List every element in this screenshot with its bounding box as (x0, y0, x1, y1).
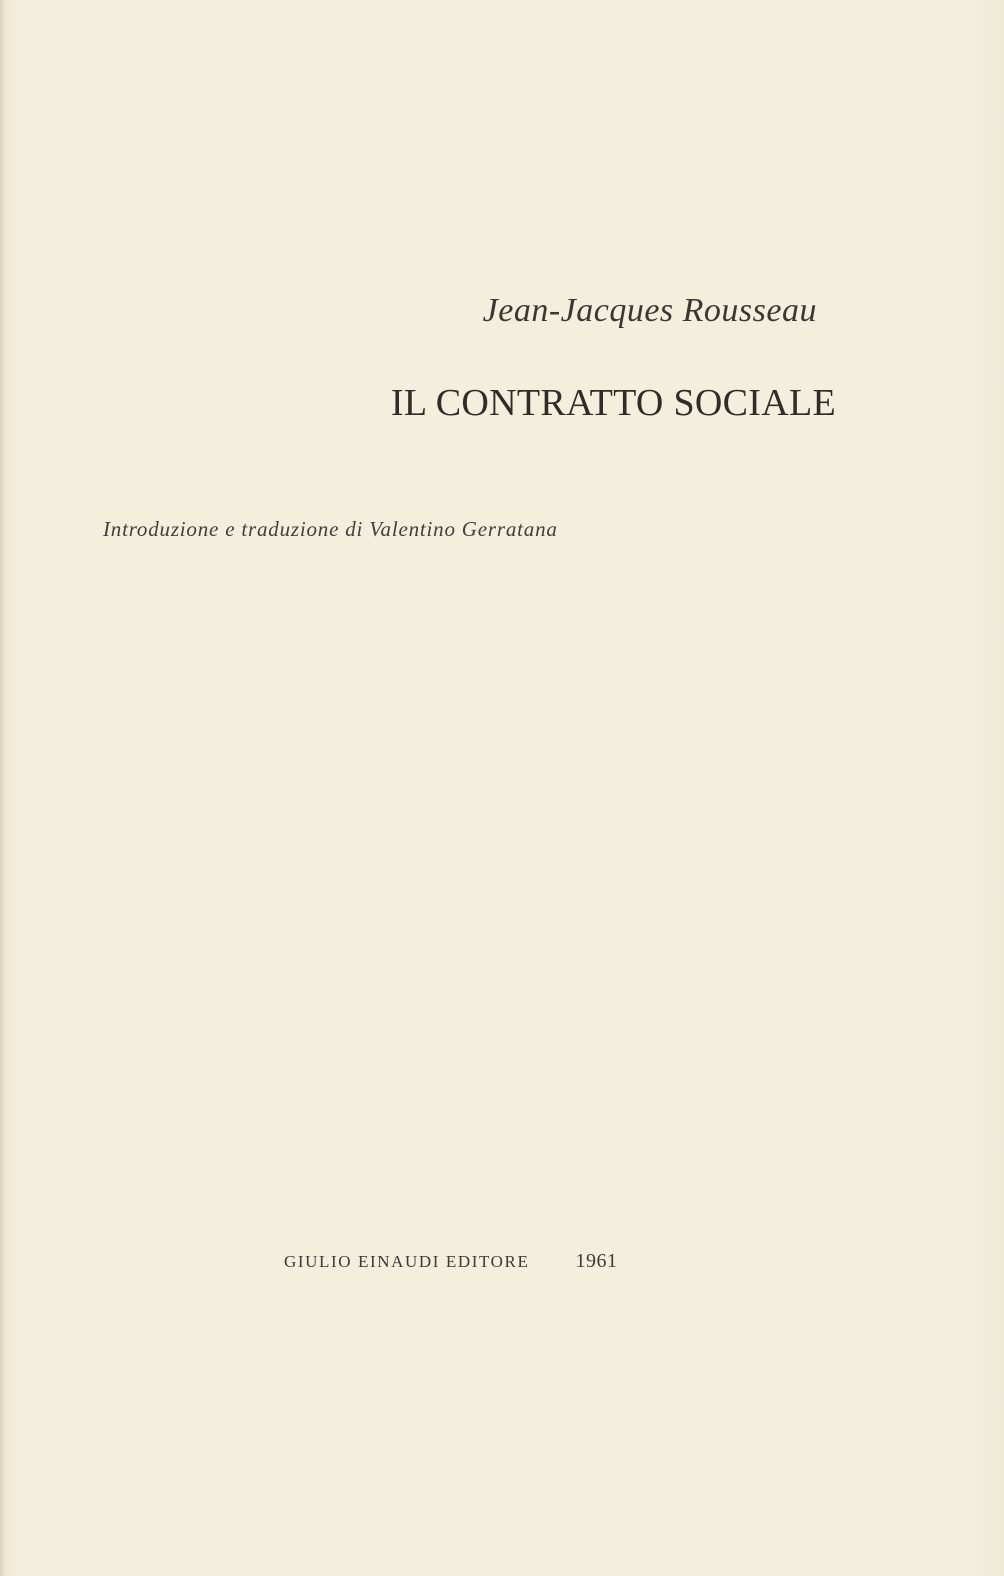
page-gutter-shadow (0, 0, 6, 1576)
publisher-name: GIULIO EINAUDI EDITORE (284, 1252, 530, 1271)
translator-credit: Introduzione e traduzione di Valentino Gerratana (103, 517, 558, 541)
book-title: IL CONTRATTO SOCIALE (390, 382, 836, 424)
publication-year: 1961 (575, 1250, 618, 1272)
author-name: Jean-Jacques Rousseau (482, 292, 817, 329)
imprint-line (284, 1250, 617, 1273)
